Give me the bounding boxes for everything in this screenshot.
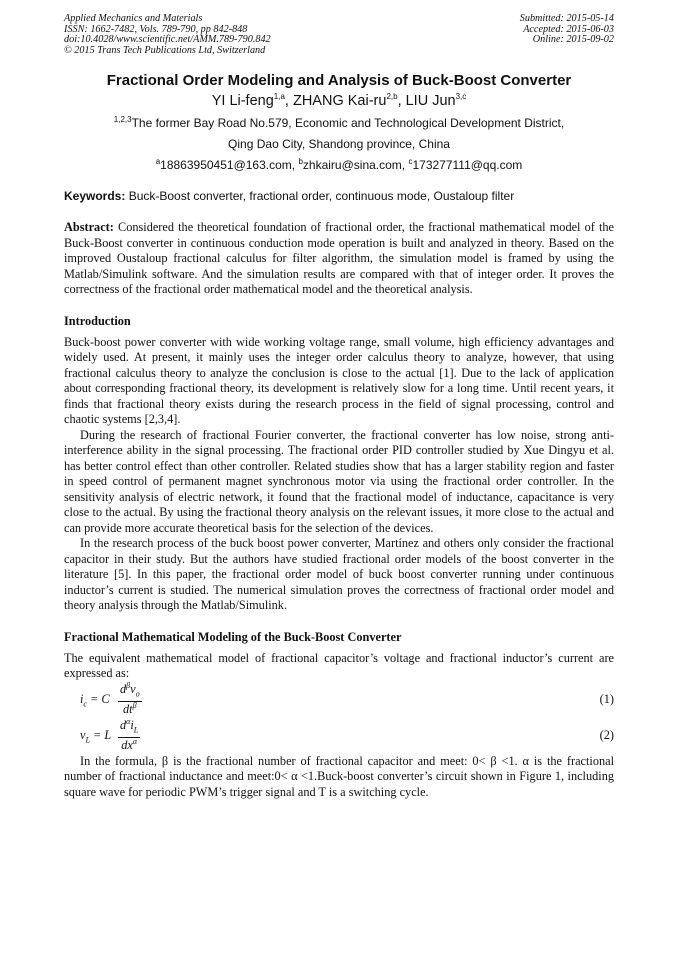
paper-title: Fractional Order Modeling and Analysis of Buck-Boost Converter bbox=[106, 72, 572, 90]
affiliation-city: Qing Dao City, Shandong province, China bbox=[228, 137, 450, 152]
intro-paragraph-3: In the research process of the buck boost power converter, Martínez and others only consider the fractional capacitor in their study. But the authors have studied fractional order models of the boost converter in the literature [5]. In this paper, the fractional order model of buck boost converter running under continuous inductor’s current is studied. The numerical simulation proves the correctness of fractional order model and theory analysis through the Matlab/Simulink. bbox=[64, 536, 614, 613]
equation-1: $i_c = C$ $d^\beta v_o$ $dt^\beta$ (1) bbox=[80, 680, 614, 717]
equation-2-fraction: $d^\alpha i_L$ $dx^\alpha$ bbox=[120, 716, 139, 753]
equation-1-fraction: $d^\beta v_o$ $dt^\beta$ bbox=[120, 680, 140, 717]
doi-line: doi:10.4028/www.scientific.net/AMM.789-790.842 bbox=[64, 34, 271, 46]
keywords-label: Keywords: bbox=[64, 189, 126, 204]
author-3-affil: 3,c bbox=[455, 92, 467, 102]
author-2: , ZHANG Kai-ru bbox=[284, 93, 387, 110]
equation-2-number: (2) bbox=[599, 727, 614, 742]
copyright-line: © 2015 Trans Tech Publications Ltd, Switzerland bbox=[64, 44, 266, 56]
affiliation-address: $^{1,2,3}$The former Bay Road No.579, Economic and Technological Development District, bbox=[113, 115, 565, 131]
modeling-paragraph: In the formula, β is the fractional number of fractional capacitor and meet: 0< β <1. α is the fractional number of fractional inductance and meet:0< α <1.Buck-boost converter’s circuit shown in Figure 1, including square wave for periodic PWM’s trigger signal and T is a switching cycle. bbox=[64, 753, 614, 799]
email-c: 173277111@qq.com bbox=[412, 158, 523, 173]
author-1: YI Li-feng bbox=[211, 93, 274, 110]
submitted-date: Submitted: 2015-05-14 bbox=[519, 13, 614, 24]
keywords bbox=[64, 189, 614, 203]
author-list bbox=[64, 93, 614, 109]
submission-dates bbox=[520, 14, 614, 56]
intro-paragraph-1: Buck-boost power converter with wide working voltage range, small volume, high efficiency advantages and widely used. At present, it mainly uses the integer order calculus theory to analyze, however, that using fractional calculus theory to analyze the conclusion is close to the actual [1]. Due to the lack of application about corresponding fractional theory, its development is relatively slow for a long time. Until recent years, it finds that fractional theory exists during the research process in the field of signal processing, control and chaotic systems [2,3,4]. bbox=[64, 334, 614, 427]
modeling-intro: The equivalent mathematical model of fractional capacitor’s voltage and fractional inductor’s current are expressed as: bbox=[64, 650, 614, 681]
intro-paragraph-2: During the research of fractional Fourier converter, the fractional converter has low noise, strong anti-interference ability in the signal processing. The fractional order PID controller studied by Xue Dingyu et al. has better control effect than other controller. Related studies show that has a larger stability region and faster in speed control of permanent magnet synchronous motor via using the fractional order controller. In the sensitivity analysis of electric network, it found that the fractional model of inductance, capacitance is very close to the actual. By using the fractional theory analysis on the relevant issues, it more close to the actual and can provide more accurate theoretical basis for the selection of the devices. bbox=[64, 427, 614, 535]
author-2-affil: 2,b bbox=[386, 92, 398, 102]
affiliation-sup: 1,2,3 bbox=[113, 115, 132, 125]
modeling-heading: Fractional Mathematical Modeling of the Buck-Boost Converter bbox=[64, 629, 402, 644]
equation-1-number: (1) bbox=[599, 691, 614, 706]
affiliation-block bbox=[64, 113, 614, 176]
online-date: Online: 2015-09-02 bbox=[532, 34, 614, 46]
keywords-text: Buck-Boost converter, fractional order, continuous mode, Oustaloup filter bbox=[125, 189, 515, 204]
accepted-date: Accepted: 2015-06-03 bbox=[523, 23, 614, 35]
abstract-label: Abstract: bbox=[64, 220, 114, 235]
email-b: zhkairu@sina.com, bbox=[302, 158, 409, 173]
journal-header bbox=[64, 14, 614, 56]
introduction-heading: Introduction bbox=[64, 313, 131, 328]
journal-name: Applied Mechanics and Materials bbox=[64, 13, 203, 24]
author-1-affil: 1,a bbox=[273, 92, 285, 102]
paper-page bbox=[64, 14, 614, 800]
abstract bbox=[64, 220, 614, 298]
journal-info bbox=[64, 14, 271, 56]
author-3: , LIU Jun bbox=[397, 93, 456, 110]
email-a: 18863950451@163.com, bbox=[160, 158, 299, 173]
equation-2: $v_L = L$ $d^\alpha i_L$ $dx^\alpha$ (2) bbox=[80, 716, 614, 753]
author-emails: $^a$18863950451@163.com, $^b$zhkairu@sina.com, $^c$173277111@qq.com bbox=[155, 157, 523, 173]
abstract-text: Considered the theoretical foundation of fractional order, the fractional mathematical model of the Buck-Boost converter in continuous conduction mode operation is built and analyzed in theory. Based on the improved Oustaloup fractional calculus for filter algorithm, the simulation model is framed by using the Matlab/Simulink software. And the simulation results are compared with that of integer order. It proves the correctness of the fractional order mathematical model and the theoretical analysis. bbox=[64, 220, 614, 297]
issn-line: ISSN: 1662-7482, Vols. 789-790, pp 842-848 bbox=[64, 23, 248, 35]
